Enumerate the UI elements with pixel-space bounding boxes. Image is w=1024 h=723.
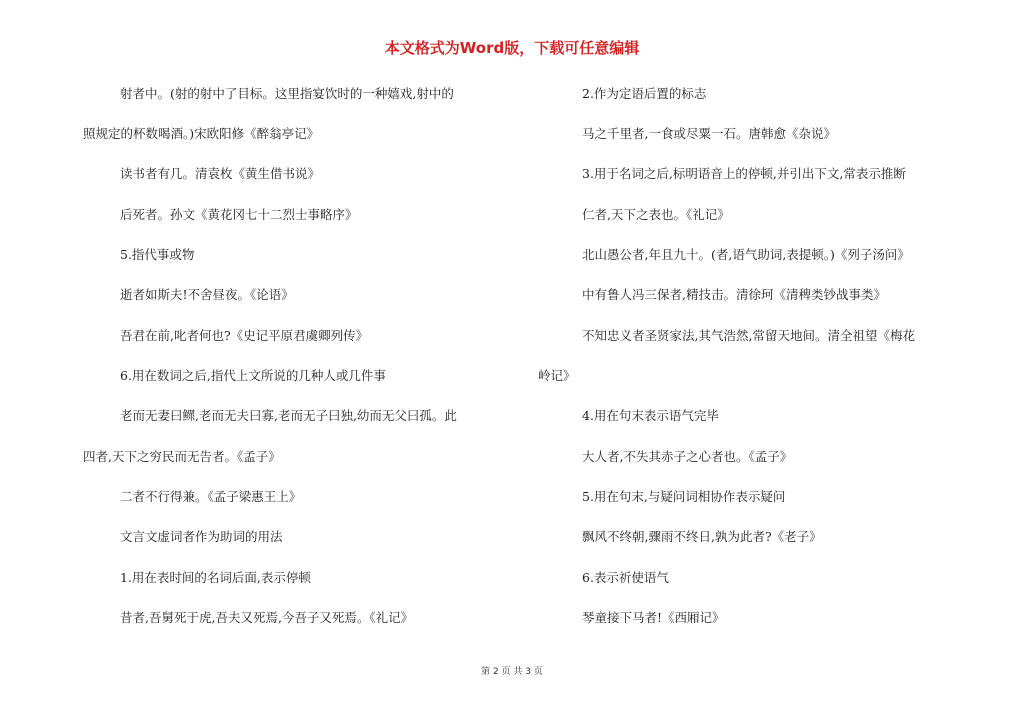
text-line: 6.表示祈使语气 [582, 570, 669, 585]
text-line: 照规定的杯数喝酒。)宋欧阳修《醉翁亭记》 [83, 126, 320, 141]
text-line: 马之千里者,一食或尽粟一石。唐韩愈《杂说》 [582, 126, 836, 141]
text-line: 5.指代事或物 [120, 247, 195, 262]
text-line: 飘风不终朝,骤雨不终日,孰为此者?《老子》 [582, 529, 822, 544]
text-line: 四者,天下之穷民而无告者。《孟子》 [83, 449, 281, 464]
text-line: 后死者。孙文《黄花冈七十二烈士事略序》 [120, 207, 358, 222]
text-line: 不知忠义者圣贤家法,其气浩然,常留天地间。清全祖望《梅花 [582, 328, 915, 343]
text-line: 6.用在数词之后,指代上文所说的几种人或几件事 [120, 368, 386, 383]
text-line: 文言文虚词者作为助词的用法 [120, 529, 283, 544]
text-line: 1.用在表时间的名词后面,表示停顿 [120, 570, 311, 585]
text-line: 3.用于名词之后,标明语音上的停顿,并引出下文,常表示推断 [582, 166, 906, 181]
text-line: 射者中。(射的射中了目标。这里指宴饮时的一种嬉戏,射中的 [120, 86, 454, 101]
text-line: 二者不行得兼。《孟子梁惠王上》 [120, 489, 302, 504]
text-line: 吾君在前,叱者何也?《史记平原君虞卿列传》 [120, 328, 369, 343]
text-line: 琴童接下马者!《西厢记》 [582, 610, 725, 625]
page-header-title: 本文格式为Word版，下载可任意编辑 [384, 39, 640, 57]
text-line: 4.用在句末表示语气完毕 [582, 408, 719, 423]
text-line: 2.作为定语后置的标志 [582, 86, 707, 101]
text-line: 大人者,不失其赤子之心者也。《孟子》 [582, 449, 793, 464]
page-number: 第 2 页 共 3 页 [481, 667, 543, 677]
text-line: 老而无妻曰鳏,老而无夫曰寡,老而无子曰独,幼而无父曰孤。此 [120, 408, 457, 423]
text-line: 逝者如斯夫!不舍昼夜。《论语》 [120, 287, 294, 302]
text-line: 中有鲁人冯三保者,精技击。清徐珂《清稗类钞战事类》 [582, 287, 886, 302]
text-line: 昔者,吾舅死于虎,吾夫又死焉,今吾子又死焉。《礼记》 [120, 610, 414, 625]
text-line: 岭记》 [538, 368, 576, 383]
text-line: 仁者,天下之表也。《礼记》 [582, 207, 730, 222]
text-line: 读书者有几。清袁枚《黄生借书说》 [120, 166, 321, 181]
text-line: 北山愚公者,年且九十。(者,语气助词,表提顿。)《列子汤问》 [582, 247, 910, 262]
text-line: 5.用在句末,与疑问词相协作表示疑问 [582, 489, 786, 504]
